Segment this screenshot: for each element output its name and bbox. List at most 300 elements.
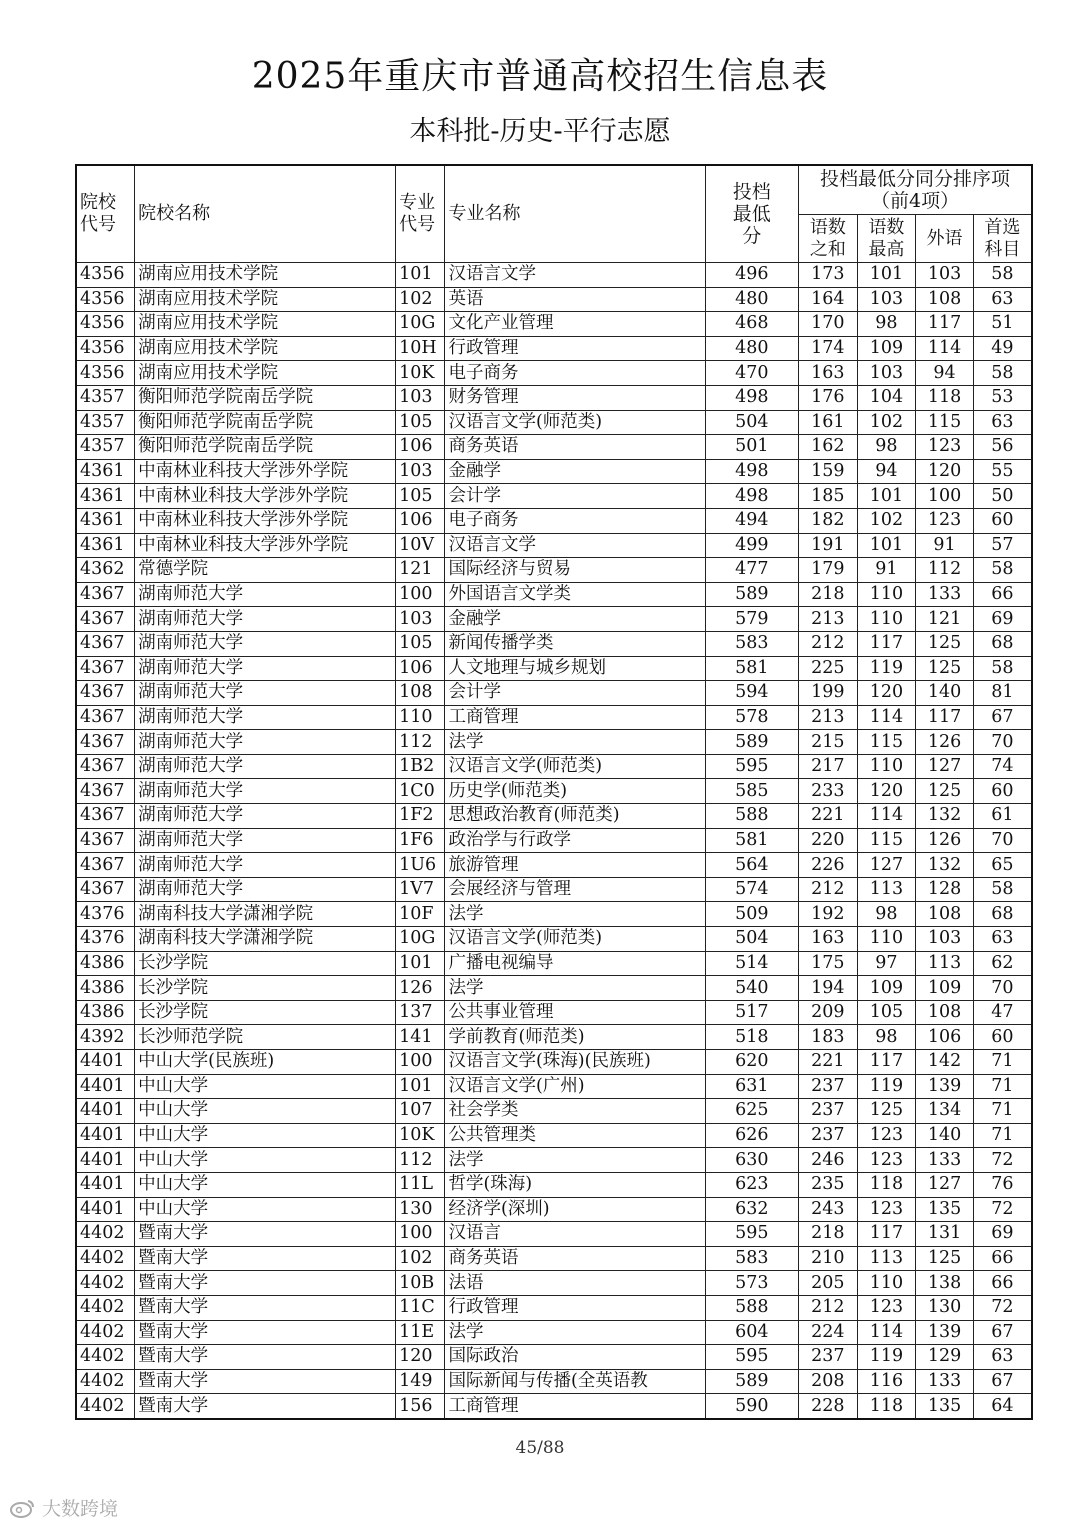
cell-first-subject: 71 <box>973 1123 1032 1148</box>
cell-major-name: 政治学与行政学 <box>445 828 705 853</box>
cell-max-cn-math: 119 <box>857 656 916 681</box>
cell-school-code: 4361 <box>76 484 135 509</box>
cell-school-code: 4402 <box>76 1295 135 1320</box>
admission-table <box>75 164 1033 1420</box>
cell-sum-cn-math: 183 <box>799 1025 858 1050</box>
cell-major-name: 电子商务 <box>445 361 705 386</box>
cell-max-cn-math: 101 <box>857 484 916 509</box>
cell-major-code: 126 <box>396 976 445 1001</box>
cell-min-score: 498 <box>705 385 799 410</box>
table-row <box>76 1172 1032 1197</box>
cell-school-name: 湖南科技大学潇湘学院 <box>135 902 396 927</box>
cell-sum-cn-math: 215 <box>799 730 858 755</box>
cell-school-code: 4367 <box>76 853 135 878</box>
cell-max-cn-math: 119 <box>857 1345 916 1370</box>
cell-school-name: 中山大学 <box>135 1074 396 1099</box>
table-row <box>76 558 1032 583</box>
cell-sum-cn-math: 170 <box>799 312 858 337</box>
cell-max-cn-math: 98 <box>857 1025 916 1050</box>
cell-min-score: 620 <box>705 1050 799 1075</box>
cell-major-name: 法学 <box>445 976 705 1001</box>
cell-min-score: 579 <box>705 607 799 632</box>
cell-school-code: 4401 <box>76 1123 135 1148</box>
cell-first-subject: 71 <box>973 1074 1032 1099</box>
cell-sum-cn-math: 233 <box>799 779 858 804</box>
table-row <box>76 287 1032 312</box>
cell-school-name: 湖南师范大学 <box>135 681 396 706</box>
cell-first-subject: 58 <box>973 263 1032 288</box>
cell-school-name: 长沙学院 <box>135 1000 396 1025</box>
cell-school-name: 湖南师范大学 <box>135 754 396 779</box>
table-row <box>76 976 1032 1001</box>
cell-max-cn-math: 110 <box>857 607 916 632</box>
cell-max-cn-math: 119 <box>857 1074 916 1099</box>
cell-sum-cn-math: 237 <box>799 1074 858 1099</box>
cell-first-subject: 72 <box>973 1197 1032 1222</box>
cell-sum-cn-math: 210 <box>799 1246 858 1271</box>
table-row <box>76 1197 1032 1222</box>
cell-sum-cn-math: 218 <box>799 582 858 607</box>
cell-foreign-lang: 133 <box>916 582 974 607</box>
cell-major-name: 工商管理 <box>445 705 705 730</box>
cell-foreign-lang: 135 <box>916 1197 974 1222</box>
cell-major-name: 法学 <box>445 902 705 927</box>
cell-school-code: 4367 <box>76 779 135 804</box>
cell-school-name: 暨南大学 <box>135 1271 396 1296</box>
cell-foreign-lang: 123 <box>916 508 974 533</box>
cell-sum-cn-math: 205 <box>799 1271 858 1296</box>
cell-major-code: 103 <box>396 607 445 632</box>
cell-min-score: 468 <box>705 312 799 337</box>
cell-foreign-lang: 120 <box>916 459 974 484</box>
cell-max-cn-math: 110 <box>857 927 916 952</box>
cell-min-score: 496 <box>705 263 799 288</box>
cell-min-score: 594 <box>705 681 799 706</box>
cell-school-name: 湖南师范大学 <box>135 804 396 829</box>
page-number: 45/88 <box>515 1438 565 1458</box>
cell-school-code: 4386 <box>76 951 135 976</box>
cell-major-code: 105 <box>396 484 445 509</box>
cell-major-name: 汉语言文学(师范类) <box>445 410 705 435</box>
cell-major-code: 141 <box>396 1025 445 1050</box>
cell-school-name: 暨南大学 <box>135 1246 396 1271</box>
cell-first-subject: 74 <box>973 754 1032 779</box>
cell-foreign-lang: 140 <box>916 681 974 706</box>
cell-min-score: 498 <box>705 459 799 484</box>
cell-school-code: 4402 <box>76 1271 135 1296</box>
cell-foreign-lang: 123 <box>916 435 974 460</box>
cell-first-subject: 57 <box>973 533 1032 558</box>
cell-school-name: 中山大学 <box>135 1099 396 1124</box>
cell-major-name: 国际政治 <box>445 1345 705 1370</box>
cell-max-cn-math: 115 <box>857 730 916 755</box>
cell-min-score: 504 <box>705 927 799 952</box>
cell-first-subject: 70 <box>973 828 1032 853</box>
table-row <box>76 484 1032 509</box>
cell-major-code: 110 <box>396 705 445 730</box>
cell-major-code: 102 <box>396 287 445 312</box>
cell-foreign-lang: 128 <box>916 877 974 902</box>
cell-major-code: 108 <box>396 681 445 706</box>
cell-max-cn-math: 115 <box>857 828 916 853</box>
cell-min-score: 494 <box>705 508 799 533</box>
cell-first-subject: 60 <box>973 508 1032 533</box>
cell-foreign-lang: 117 <box>916 705 974 730</box>
cell-first-subject: 67 <box>973 1320 1032 1345</box>
header-major-code: 专业代号 <box>396 165 445 263</box>
cell-school-name: 暨南大学 <box>135 1345 396 1370</box>
cell-school-name: 暨南大学 <box>135 1320 396 1345</box>
cell-major-name: 法学 <box>445 730 705 755</box>
cell-min-score: 589 <box>705 730 799 755</box>
table-row <box>76 1246 1032 1271</box>
cell-major-code: 10G <box>396 927 445 952</box>
cell-major-code: 10K <box>396 1123 445 1148</box>
table-row <box>76 1271 1032 1296</box>
cell-max-cn-math: 101 <box>857 263 916 288</box>
cell-first-subject: 63 <box>973 1345 1032 1370</box>
cell-major-code: 106 <box>396 435 445 460</box>
cell-max-cn-math: 123 <box>857 1197 916 1222</box>
cell-major-name: 法学 <box>445 1320 705 1345</box>
cell-school-code: 4402 <box>76 1394 135 1419</box>
cell-major-code: 10F <box>396 902 445 927</box>
cell-major-code: 1B2 <box>396 754 445 779</box>
cell-foreign-lang: 108 <box>916 1000 974 1025</box>
cell-first-subject: 58 <box>973 558 1032 583</box>
cell-foreign-lang: 139 <box>916 1320 974 1345</box>
cell-foreign-lang: 127 <box>916 1172 974 1197</box>
cell-max-cn-math: 114 <box>857 804 916 829</box>
table-row <box>76 336 1032 361</box>
cell-school-code: 4401 <box>76 1050 135 1075</box>
cell-sum-cn-math: 237 <box>799 1123 858 1148</box>
cell-major-code: 10H <box>396 336 445 361</box>
cell-school-name: 中南林业科技大学涉外学院 <box>135 459 396 484</box>
cell-sum-cn-math: 182 <box>799 508 858 533</box>
cell-major-code: 106 <box>396 656 445 681</box>
cell-major-code: 11E <box>396 1320 445 1345</box>
cell-school-name: 湖南应用技术学院 <box>135 312 396 337</box>
cell-major-code: 1V7 <box>396 877 445 902</box>
cell-first-subject: 61 <box>973 804 1032 829</box>
cell-school-name: 衡阳师范学院南岳学院 <box>135 435 396 460</box>
table-row <box>76 804 1032 829</box>
cell-major-name: 法学 <box>445 1148 705 1173</box>
cell-max-cn-math: 116 <box>857 1369 916 1394</box>
cell-foreign-lang: 113 <box>916 951 974 976</box>
cell-first-subject: 81 <box>973 681 1032 706</box>
cell-min-score: 590 <box>705 1394 799 1419</box>
cell-school-name: 长沙师范学院 <box>135 1025 396 1050</box>
cell-major-code: 100 <box>396 582 445 607</box>
cell-school-name: 湖南应用技术学院 <box>135 361 396 386</box>
cell-max-cn-math: 94 <box>857 459 916 484</box>
table-row <box>76 705 1032 730</box>
table-row <box>76 1222 1032 1247</box>
table-row <box>76 1345 1032 1370</box>
cell-max-cn-math: 91 <box>857 558 916 583</box>
cell-sum-cn-math: 217 <box>799 754 858 779</box>
cell-foreign-lang: 134 <box>916 1099 974 1124</box>
cell-min-score: 595 <box>705 754 799 779</box>
cell-sum-cn-math: 212 <box>799 631 858 656</box>
cell-first-subject: 66 <box>973 1246 1032 1271</box>
cell-school-name: 中山大学 <box>135 1172 396 1197</box>
cell-sum-cn-math: 224 <box>799 1320 858 1345</box>
cell-foreign-lang: 125 <box>916 779 974 804</box>
cell-foreign-lang: 106 <box>916 1025 974 1050</box>
cell-school-code: 4402 <box>76 1320 135 1345</box>
cell-school-name: 湖南师范大学 <box>135 607 396 632</box>
cell-max-cn-math: 123 <box>857 1123 916 1148</box>
cell-first-subject: 71 <box>973 1050 1032 1075</box>
cell-min-score: 574 <box>705 877 799 902</box>
cell-foreign-lang: 109 <box>916 976 974 1001</box>
cell-major-code: 103 <box>396 385 445 410</box>
cell-school-name: 中山大学 <box>135 1148 396 1173</box>
cell-major-code: 100 <box>396 1222 445 1247</box>
cell-max-cn-math: 110 <box>857 1271 916 1296</box>
cell-max-cn-math: 98 <box>857 902 916 927</box>
cell-school-name: 暨南大学 <box>135 1394 396 1419</box>
cell-foreign-lang: 132 <box>916 853 974 878</box>
cell-major-code: 10B <box>396 1271 445 1296</box>
table-row <box>76 361 1032 386</box>
cell-min-score: 626 <box>705 1123 799 1148</box>
cell-first-subject: 70 <box>973 730 1032 755</box>
cell-foreign-lang: 94 <box>916 361 974 386</box>
cell-school-code: 4401 <box>76 1148 135 1173</box>
cell-max-cn-math: 104 <box>857 385 916 410</box>
cell-first-subject: 63 <box>973 287 1032 312</box>
cell-school-code: 4367 <box>76 877 135 902</box>
cell-foreign-lang: 114 <box>916 336 974 361</box>
header-major-name: 专业名称 <box>445 165 705 263</box>
cell-foreign-lang: 126 <box>916 828 974 853</box>
cell-school-code: 4367 <box>76 828 135 853</box>
cell-max-cn-math: 123 <box>857 1148 916 1173</box>
cell-max-cn-math: 120 <box>857 779 916 804</box>
cell-major-name: 外国语言文学类 <box>445 582 705 607</box>
cell-school-code: 4361 <box>76 459 135 484</box>
cell-school-code: 4386 <box>76 976 135 1001</box>
cell-school-code: 4367 <box>76 804 135 829</box>
table-row <box>76 1148 1032 1173</box>
cell-school-name: 中南林业科技大学涉外学院 <box>135 533 396 558</box>
cell-school-code: 4367 <box>76 582 135 607</box>
table-row <box>76 582 1032 607</box>
cell-major-code: 101 <box>396 1074 445 1099</box>
cell-foreign-lang: 142 <box>916 1050 974 1075</box>
cell-foreign-lang: 133 <box>916 1369 974 1394</box>
cell-school-code: 4402 <box>76 1246 135 1271</box>
cell-major-code: 120 <box>396 1345 445 1370</box>
page-subtitle: 本科批-历史-平行志愿 <box>409 116 671 147</box>
cell-school-code: 4356 <box>76 263 135 288</box>
cell-major-name: 会展经济与管理 <box>445 877 705 902</box>
cell-major-code: 112 <box>396 730 445 755</box>
cell-sum-cn-math: 173 <box>799 263 858 288</box>
cell-min-score: 564 <box>705 853 799 878</box>
cell-school-code: 4357 <box>76 385 135 410</box>
cell-min-score: 518 <box>705 1025 799 1050</box>
cell-school-name: 暨南大学 <box>135 1295 396 1320</box>
cell-school-code: 4401 <box>76 1172 135 1197</box>
cell-min-score: 498 <box>705 484 799 509</box>
cell-max-cn-math: 127 <box>857 853 916 878</box>
cell-sum-cn-math: 218 <box>799 1222 858 1247</box>
cell-major-name: 会计学 <box>445 484 705 509</box>
cell-foreign-lang: 130 <box>916 1295 974 1320</box>
corner-watermark-text: 大数跨境 <box>42 1498 119 1520</box>
cell-major-code: 101 <box>396 951 445 976</box>
cell-min-score: 540 <box>705 976 799 1001</box>
cell-school-name: 长沙学院 <box>135 976 396 1001</box>
cell-first-subject: 65 <box>973 853 1032 878</box>
cell-sum-cn-math: 161 <box>799 410 858 435</box>
cell-major-name: 法语 <box>445 1271 705 1296</box>
cell-major-name: 哲学(珠海) <box>445 1172 705 1197</box>
cell-major-name: 工商管理 <box>445 1394 705 1419</box>
cell-sum-cn-math: 213 <box>799 705 858 730</box>
table-row <box>76 656 1032 681</box>
cell-school-name: 湖南师范大学 <box>135 779 396 804</box>
cell-major-name: 旅游管理 <box>445 853 705 878</box>
cell-first-subject: 53 <box>973 385 1032 410</box>
cell-school-code: 4367 <box>76 730 135 755</box>
cell-max-cn-math: 110 <box>857 582 916 607</box>
cell-sum-cn-math: 220 <box>799 828 858 853</box>
cell-first-subject: 60 <box>973 1025 1032 1050</box>
cell-first-subject: 58 <box>973 361 1032 386</box>
cell-sum-cn-math: 179 <box>799 558 858 583</box>
cell-min-score: 573 <box>705 1271 799 1296</box>
cell-major-code: 130 <box>396 1197 445 1222</box>
table-row <box>76 1369 1032 1394</box>
cell-max-cn-math: 117 <box>857 1222 916 1247</box>
cell-school-name: 中山大学 <box>135 1123 396 1148</box>
cell-school-name: 湖南师范大学 <box>135 877 396 902</box>
cell-major-code: 101 <box>396 263 445 288</box>
cell-major-code: 103 <box>396 459 445 484</box>
table-row <box>76 902 1032 927</box>
cell-max-cn-math: 120 <box>857 681 916 706</box>
cell-sum-cn-math: 237 <box>799 1099 858 1124</box>
cell-foreign-lang: 103 <box>916 263 974 288</box>
cell-school-name: 湖南科技大学潇湘学院 <box>135 927 396 952</box>
table-body <box>76 263 1032 1419</box>
table-row <box>76 385 1032 410</box>
table-row <box>76 1295 1032 1320</box>
cell-min-score: 578 <box>705 705 799 730</box>
cell-foreign-lang: 103 <box>916 927 974 952</box>
header-tiebreak-group: 投档最低分同分排序项（前4项） <box>799 165 1032 215</box>
cell-max-cn-math: 109 <box>857 976 916 1001</box>
cell-school-code: 4392 <box>76 1025 135 1050</box>
cell-major-name: 公共管理类 <box>445 1123 705 1148</box>
table-row <box>76 779 1032 804</box>
cell-max-cn-math: 125 <box>857 1099 916 1124</box>
cell-school-name: 衡阳师范学院南岳学院 <box>135 410 396 435</box>
header-foreign-lang: 外语 <box>916 215 974 263</box>
cell-sum-cn-math: 243 <box>799 1197 858 1222</box>
cell-major-name: 商务英语 <box>445 1246 705 1271</box>
cell-school-name: 湖南师范大学 <box>135 582 396 607</box>
cell-sum-cn-math: 163 <box>799 361 858 386</box>
cell-first-subject: 67 <box>973 1369 1032 1394</box>
cell-school-code: 4357 <box>76 410 135 435</box>
cell-min-score: 499 <box>705 533 799 558</box>
cell-school-name: 湖南应用技术学院 <box>135 336 396 361</box>
cell-min-score: 509 <box>705 902 799 927</box>
cell-min-score: 583 <box>705 631 799 656</box>
cell-foreign-lang: 126 <box>916 730 974 755</box>
table-row <box>76 1123 1032 1148</box>
cell-first-subject: 69 <box>973 1222 1032 1247</box>
cell-school-code: 4367 <box>76 631 135 656</box>
cell-major-name: 新闻传播学类 <box>445 631 705 656</box>
cell-max-cn-math: 117 <box>857 631 916 656</box>
cell-major-name: 商务英语 <box>445 435 705 460</box>
cell-school-code: 4376 <box>76 927 135 952</box>
cell-min-score: 631 <box>705 1074 799 1099</box>
cell-foreign-lang: 125 <box>916 631 974 656</box>
cell-first-subject: 58 <box>973 656 1032 681</box>
table-row <box>76 927 1032 952</box>
table-row <box>76 877 1032 902</box>
cell-first-subject: 47 <box>973 1000 1032 1025</box>
cell-sum-cn-math: 192 <box>799 902 858 927</box>
cell-major-name: 经济学(深圳) <box>445 1197 705 1222</box>
header-min-score: 投档最低分 <box>705 165 799 263</box>
cell-sum-cn-math: 225 <box>799 656 858 681</box>
cell-max-cn-math: 98 <box>857 435 916 460</box>
cell-max-cn-math: 123 <box>857 1295 916 1320</box>
cell-major-code: 137 <box>396 1000 445 1025</box>
cell-school-name: 湖南师范大学 <box>135 656 396 681</box>
page-title: 2025年重庆市普通高校招生信息表 <box>251 56 829 97</box>
cell-foreign-lang: 127 <box>916 754 974 779</box>
cell-first-subject: 51 <box>973 312 1032 337</box>
cell-first-subject: 56 <box>973 435 1032 460</box>
cell-max-cn-math: 109 <box>857 336 916 361</box>
cell-first-subject: 55 <box>973 459 1032 484</box>
table-row <box>76 508 1032 533</box>
cell-first-subject: 50 <box>973 484 1032 509</box>
cell-school-code: 4357 <box>76 435 135 460</box>
cell-sum-cn-math: 199 <box>799 681 858 706</box>
cell-sum-cn-math: 221 <box>799 1050 858 1075</box>
cell-max-cn-math: 103 <box>857 361 916 386</box>
cell-school-name: 暨南大学 <box>135 1369 396 1394</box>
table-row <box>76 435 1032 460</box>
cell-school-name: 湖南师范大学 <box>135 828 396 853</box>
cell-school-code: 4356 <box>76 336 135 361</box>
cell-major-name: 汉语言文学(珠海)(民族班) <box>445 1050 705 1075</box>
header-school-name: 院校名称 <box>135 165 396 263</box>
cell-sum-cn-math: 191 <box>799 533 858 558</box>
cell-major-name: 汉语言文学 <box>445 533 705 558</box>
cell-foreign-lang: 118 <box>916 385 974 410</box>
weibo-logo-icon <box>10 1498 36 1518</box>
cell-sum-cn-math: 159 <box>799 459 858 484</box>
cell-sum-cn-math: 235 <box>799 1172 858 1197</box>
header-max-cn-math: 语数最高 <box>857 215 916 263</box>
cell-school-code: 4367 <box>76 681 135 706</box>
cell-school-code: 4367 <box>76 607 135 632</box>
cell-school-name: 湖南应用技术学院 <box>135 287 396 312</box>
